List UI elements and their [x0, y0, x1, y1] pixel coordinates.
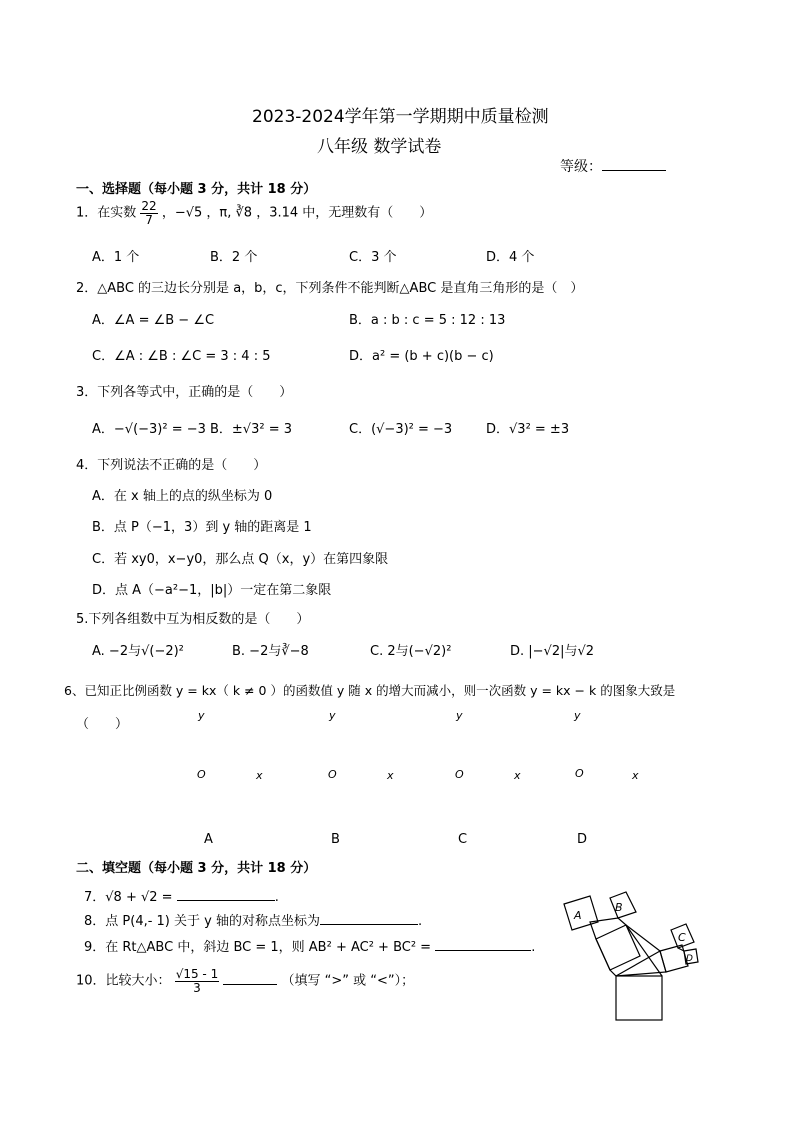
- q5-option-d[interactable]: D. |−√2|与√2: [510, 644, 595, 659]
- q10-answer-blank[interactable]: [223, 972, 277, 985]
- question-10: [76, 968, 414, 994]
- graph-a-y: y: [198, 709, 205, 722]
- q4-option-c[interactable]: C．若 xy0，x−y0，那么点 Q（x，y）在第四象限: [92, 552, 389, 567]
- triangle-lines: [590, 918, 666, 976]
- graph-d-y: y: [574, 709, 581, 722]
- question-6: 6、已知正比例函数 y = kx（ k ≠ 0 ）的函数值 y 随 x 的增大而减小，则一次函数 y = kx − k 的图象大致是: [64, 683, 676, 698]
- q4-option-a[interactable]: A．在 x 轴上的点的纵坐标为 0: [92, 489, 273, 504]
- q10-frac-num: √15 - 1: [175, 967, 219, 981]
- q9-end: .: [531, 940, 536, 955]
- square-b: [610, 892, 636, 918]
- q1-frac-den: 7: [145, 212, 153, 227]
- graph-a-o: O: [197, 768, 206, 781]
- question-2: 2．△ABC 的三边长分别是 a，b，c，下列条件不能判断△ABC 是直角三角形的是（ ）: [76, 281, 584, 296]
- graph-c-y: y: [456, 709, 463, 722]
- q1-option-c[interactable]: C．3 个: [349, 250, 397, 265]
- q8-end: .: [417, 914, 423, 929]
- q9-answer-blank[interactable]: [435, 938, 531, 951]
- q4-option-d[interactable]: D．点 A（−a²−1，|b|）一定在第二象限: [92, 583, 332, 598]
- graph-b-y: y: [329, 709, 336, 722]
- graph-a-x: x: [256, 769, 263, 782]
- q10-prefix: 10．比较大小：: [76, 973, 171, 989]
- graph-a-label[interactable]: A: [204, 832, 213, 847]
- graph-b-o: O: [328, 768, 337, 781]
- graph-b-x: x: [387, 769, 394, 782]
- q1-option-b[interactable]: B．2 个: [210, 250, 258, 265]
- q1-frac-num: 22: [141, 199, 157, 213]
- question-1: [76, 200, 432, 226]
- question-5: 5.下列各组数中互为相反数的是（ ）: [76, 612, 310, 627]
- grade-blank[interactable]: [602, 158, 666, 171]
- grade-label: 等级：: [560, 159, 602, 175]
- figure-label-d: D: [686, 954, 693, 964]
- q3-option-c[interactable]: C．(√−3)² = −3: [349, 422, 453, 437]
- q2-option-d[interactable]: D．a² = (b + c)(b − c): [349, 349, 494, 364]
- figure-label-c: C: [678, 931, 686, 944]
- question-4: 4．下列说法不正确的是（ ）: [76, 458, 267, 473]
- question-7: [84, 886, 279, 905]
- q5-option-a[interactable]: A. −2与√(−2)²: [92, 644, 184, 659]
- q8-answer-blank[interactable]: [320, 912, 418, 925]
- graph-d-x: x: [632, 769, 639, 782]
- q1-prefix: 1．在实数: [76, 205, 137, 221]
- upper-right-square: [660, 945, 688, 972]
- grade-field: [560, 156, 666, 176]
- q9-text: 9．在 Rt△ABC 中，斜边 BC = 1，则 AB² + AC² + BC² =: [84, 940, 432, 955]
- q10-fraction: [175, 968, 220, 994]
- q5-option-b[interactable]: B. −2与∛−8: [232, 644, 309, 659]
- q3-option-b[interactable]: B．±√3² = 3: [210, 422, 293, 437]
- figure-label-b: B: [615, 901, 623, 914]
- q1-option-a[interactable]: A．1 个: [92, 250, 140, 265]
- exam-title: 2023-2024学年第一学期期中质量检测: [252, 107, 549, 127]
- q10-suffix: （填写 “>” 或 “<”）；: [281, 973, 415, 989]
- q7-answer-blank[interactable]: [177, 888, 275, 901]
- q3-option-a[interactable]: A．−√(−3)² = −3: [92, 422, 206, 437]
- question-9: [84, 936, 535, 955]
- graph-d-label[interactable]: D: [577, 832, 588, 847]
- q3-option-d[interactable]: D．√3² = ±3: [486, 422, 570, 437]
- q7-end: .: [274, 890, 279, 905]
- figure-label-a: A: [574, 909, 582, 922]
- section-2-heading: 二、填空题（每小题 3 分，共计 18 分）: [76, 861, 317, 876]
- q1-option-d[interactable]: D．4 个: [486, 250, 535, 265]
- graph-c-o: O: [455, 768, 464, 781]
- q2-option-b[interactable]: B．a : b : c = 5 : 12 : 13: [349, 313, 506, 328]
- q6-paren: （ ）: [76, 717, 129, 732]
- q2-option-c[interactable]: C．∠A : ∠B : ∠C = 3 : 4 : 5: [92, 349, 271, 364]
- q10-frac-den: 3: [193, 980, 201, 995]
- question-8: [84, 910, 422, 929]
- graph-c-x: x: [514, 769, 521, 782]
- q5-option-c[interactable]: C. 2与(−√2)²: [370, 644, 452, 659]
- q1-fraction: [140, 200, 157, 226]
- q8-text: 8．点 P(4,- 1) 关于 y 轴的对称点坐标为: [84, 914, 320, 929]
- q7-text: 7．√8 + √2 =: [84, 890, 173, 905]
- big-square: [616, 976, 662, 1020]
- exam-subtitle: 八年级 数学试卷: [317, 137, 442, 157]
- upper-left-square: [596, 925, 640, 970]
- q4-option-b[interactable]: B．点 P（−1，3）到 y 轴的距离是 1: [92, 520, 312, 535]
- q2-option-a[interactable]: A．∠A = ∠B − ∠C: [92, 313, 215, 328]
- graph-c-label[interactable]: C: [458, 832, 468, 847]
- q1-rest: ，−√5 ，π, ∛8 ，3.14 中，无理数有（ ）: [161, 205, 433, 221]
- question-3: 3．下列各等式中，正确的是（ ）: [76, 385, 293, 400]
- section-1-heading: 一、选择题（每小题 3 分，共计 18 分）: [76, 182, 317, 197]
- graph-d-o: O: [575, 767, 584, 780]
- graph-b-label[interactable]: B: [331, 832, 340, 847]
- pythagoras-squares-figure: [560, 884, 710, 1026]
